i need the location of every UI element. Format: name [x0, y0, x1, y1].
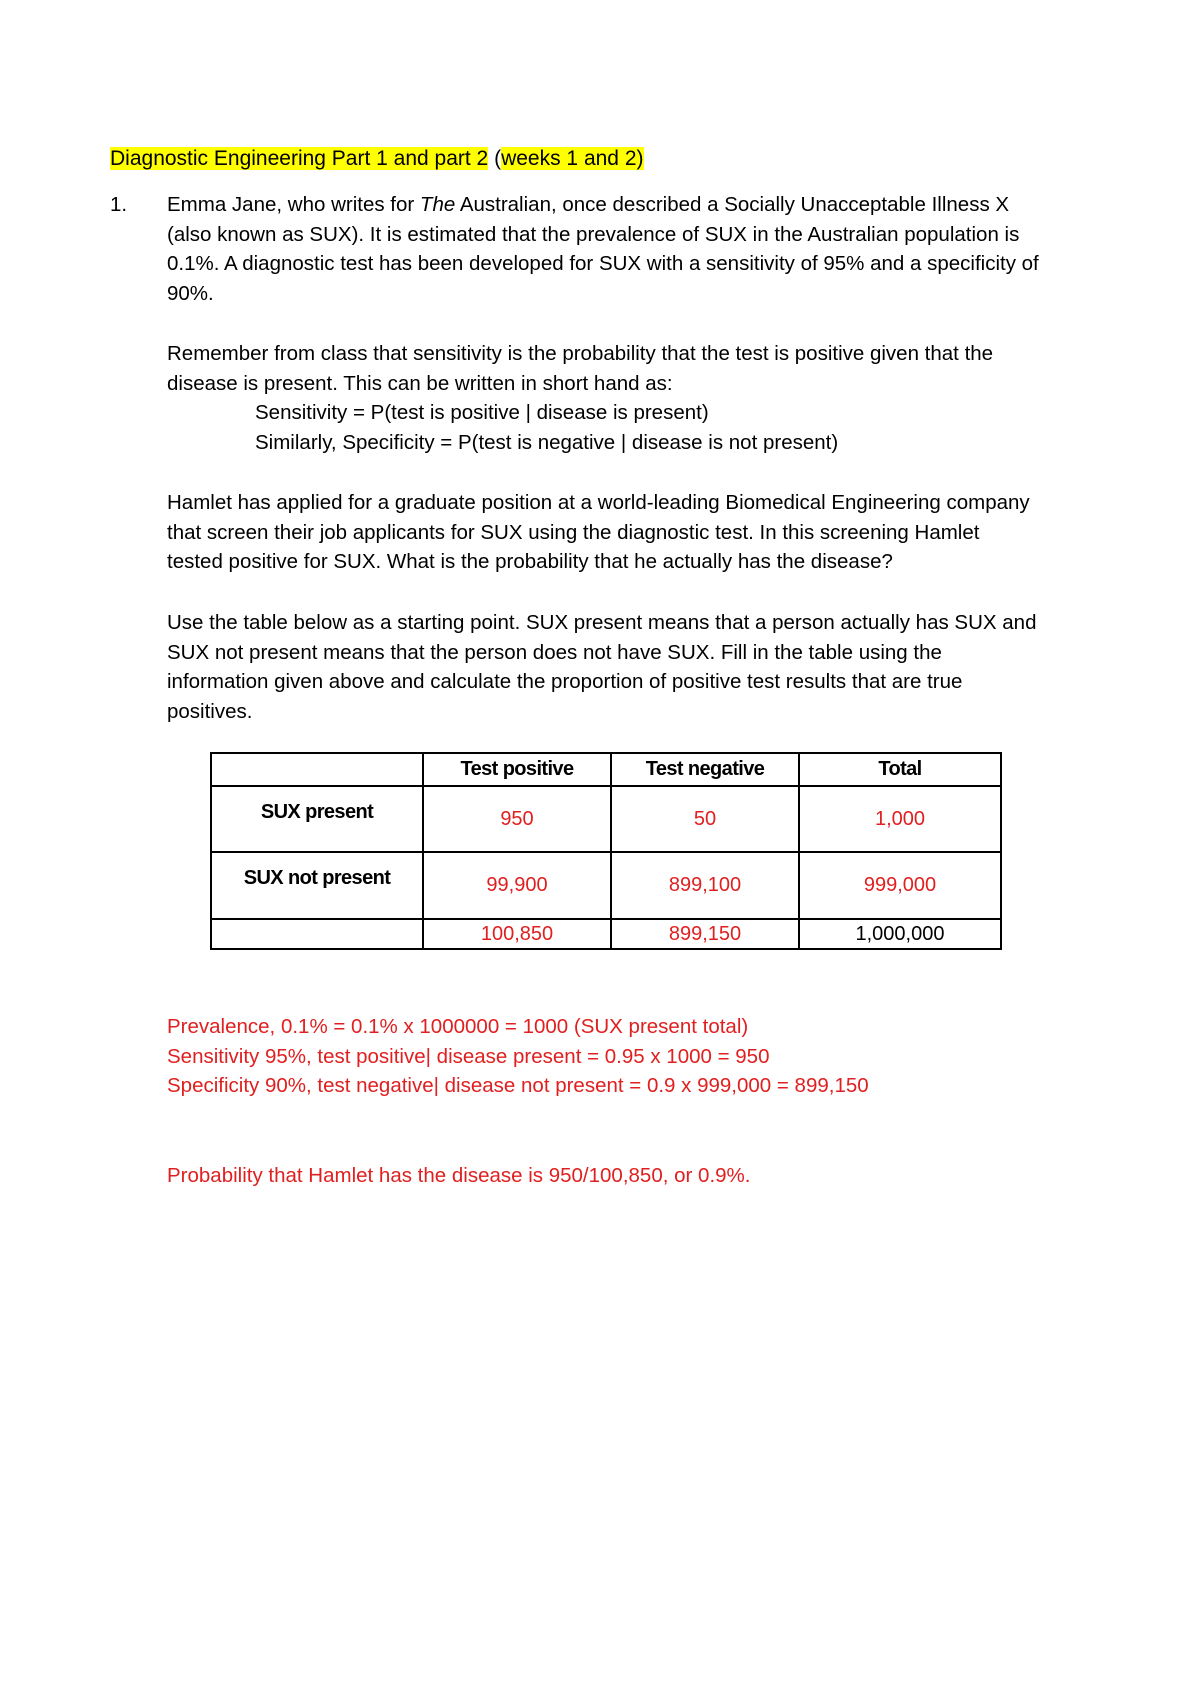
table-row: [211, 786, 1001, 852]
row-label-sux-not-present: SUX not present: [211, 852, 423, 919]
cell-notpresent-negative: 899,100: [611, 852, 799, 919]
question-number: 1.: [110, 193, 128, 216]
header-total: Total: [799, 753, 1001, 786]
cell-total-positive: 100,850: [423, 919, 611, 949]
instruction-line-1: Use the table below as a starting point. SUX present means that a person actually has SUX and: [167, 611, 1037, 634]
formula-specificity: Similarly, Specificity = P(test is negative | disease is not present): [255, 430, 839, 454]
hamlet-paragraph: [167, 488, 1127, 577]
cell-notpresent-total: 999,000: [799, 852, 1001, 919]
instruction-paragraph: [167, 608, 1127, 726]
cell-present-negative: 50: [611, 786, 799, 852]
row-label-sux-present: SUX present: [211, 786, 423, 852]
document-title: [110, 146, 644, 172]
hamlet-line-3: tested positive for SUX. What is the probability that he actually has the disease?: [167, 550, 893, 574]
intro-text-b: Australian, once described a Socially Unacceptable Illness X: [455, 193, 1010, 216]
header-blank-cell: [211, 753, 423, 786]
table-row: [211, 919, 1001, 949]
conclusion-line: Probability that Hamlet has the disease is 950/100,850, or 0.9%.: [167, 1164, 751, 1187]
cell-present-positive: 950: [423, 786, 611, 852]
intro-line-1: [167, 190, 1127, 220]
intro-line-4: 90%.: [167, 281, 214, 305]
intro-italic-the: The: [419, 193, 456, 216]
intro-line-3: 0.1%. A diagnostic test has been developed for SUX with a sensitivity of 95% and a specificity of: [167, 252, 1039, 276]
remember-paragraph: [167, 339, 1127, 457]
question-intro: [167, 190, 1127, 308]
calc-sensitivity: Sensitivity 95%, test positive| disease present = 0.95 x 1000 = 950: [167, 1044, 770, 1068]
instruction-line-4: positives.: [167, 699, 253, 723]
table-row: [211, 852, 1001, 919]
totals-label-cell: [211, 919, 423, 949]
instruction-line-2: SUX not present means that the person does not have SUX. Fill in the table using the: [167, 640, 942, 664]
calc-specificity: Specificity 90%, test negative| disease not present = 0.9 x 999,000 = 899,150: [167, 1074, 869, 1098]
formula-sensitivity: Sensitivity = P(test is positive | disease is present): [255, 401, 709, 425]
title-highlight-2: weeks 1 and 2): [501, 147, 644, 170]
hamlet-line-2: that screen their job applicants for SUX using the diagnostic test. In this screening Hamlet: [167, 520, 980, 544]
header-test-negative: Test negative: [611, 753, 799, 786]
cell-total-negative: 899,150: [611, 919, 799, 949]
contingency-table: [210, 752, 1002, 950]
answer-calculations: [167, 1012, 869, 1101]
title-separator: (: [488, 147, 502, 170]
intro-text-a: Emma Jane, who writes for: [167, 193, 420, 216]
remember-line-1: Remember from class that sensitivity is the probability that the test is positive given that the: [167, 342, 994, 365]
remember-line-2: disease is present. This can be written in short hand as:: [167, 371, 673, 395]
cell-notpresent-positive: 99,900: [423, 852, 611, 919]
cell-grand-total: 1,000,000: [799, 919, 1001, 949]
answer-conclusion: [167, 1161, 750, 1191]
intro-line-2: (also known as SUX). It is estimated that the prevalence of SUX in the Australian population is: [167, 222, 1020, 246]
table-header-row: [211, 753, 1001, 786]
cell-present-total: 1,000: [799, 786, 1001, 852]
instruction-line-3: information given above and calculate the proportion of positive test results that are true: [167, 670, 963, 694]
title-highlight-1: Diagnostic Engineering Part 1 and part 2: [110, 147, 489, 170]
header-test-positive: Test positive: [423, 753, 611, 786]
hamlet-line-1: Hamlet has applied for a graduate position at a world-leading Biomedical Engineering company: [167, 491, 1030, 514]
calc-prevalence: Prevalence, 0.1% = 0.1% x 1000000 = 1000 (SUX present total): [167, 1015, 749, 1038]
